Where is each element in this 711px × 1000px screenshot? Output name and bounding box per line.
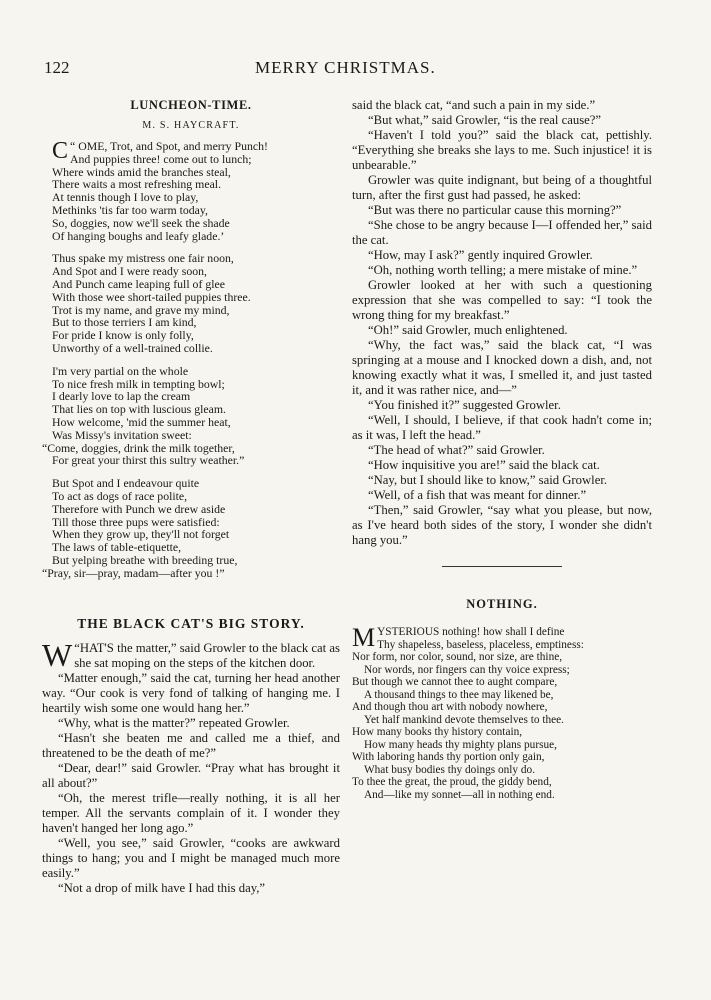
left-column	[42, 98, 340, 896]
story-paragraph: “Oh, the merest trifle—really nothing, it is all her temper. All the servants complain of it. I wonder they haven't hanged her long ago.”	[42, 790, 340, 835]
verse-line: And puppies three! come out to lunch;	[70, 151, 252, 166]
verse-line: And—like my sonnet—all in nothing end.	[364, 788, 555, 801]
verse-line: I'm very partial on the whole	[52, 363, 189, 378]
story-paragraph: “Well, of a fish that was meant for dinner.”	[368, 488, 587, 502]
verse-line: At tennis though I love to play,	[52, 190, 199, 205]
verse-line: The laws of table-etiquette,	[52, 540, 182, 555]
story-paragraph: “Hasn't she beaten me and called me a thief, and threatened to be the death of me?”	[42, 730, 340, 760]
poem-title-nothing: NOTHING.	[466, 597, 538, 611]
verse-line: What busy bodies thy doings only do.	[364, 763, 536, 776]
verse-line: Unworthy of a well-trained collie.	[52, 340, 213, 355]
verse-line: Nor form, nor color, sound, nor size, are thine,	[352, 651, 563, 663]
verse-line: MYSTERIOUS nothing! how shall I define	[352, 623, 565, 652]
verse-line: To thee the great, the proud, the giddy bend,	[352, 776, 552, 788]
poem-dropcap: C	[52, 138, 69, 164]
story-paragraph: Growler was quite indignant, but being of a thoughtful turn, after the first gust had passed, he asked:	[352, 173, 652, 202]
stanza-3	[42, 365, 340, 467]
story-paragraph: Growler looked at her with such a questioning expression that she was compelled to say: “I took the wrong thing for my breakfast.”	[352, 278, 652, 322]
verse-line: But Spot and I endeavour quite	[52, 476, 200, 491]
verse-line: Nor words, nor fingers can thy voice express;	[364, 663, 570, 676]
running-title: MERRY CHRISTMAS.	[255, 58, 436, 77]
verse-line: With those wee short-tailed puppies three.	[52, 289, 251, 304]
verse-line: And Spot and I were ready soon,	[52, 264, 207, 279]
story-paragraph: “Not a drop of milk have I had this day,”	[58, 880, 266, 895]
verse-line: Thy shapeless, baseless, placeless, emptiness:	[377, 638, 584, 651]
verse-line: That lies on top with luscious gleam.	[52, 402, 226, 417]
verse-line: “Come, doggies, drink the milk together,	[42, 440, 235, 455]
verse-line: Methinks 'tis far too warm today,	[52, 202, 209, 217]
verse-line: C “ OME, Trot, and Spot, and merry Punch!	[52, 138, 268, 164]
story-paragraph: “She chose to be angry because I—I offended her,” said the cat.	[352, 218, 652, 247]
verse-line: Therefore with Punch we drew aside	[52, 501, 226, 516]
verse-line: Yet half mankind devote themselves to thee.	[364, 713, 564, 726]
verse-line: But to those terriers I am kind,	[52, 315, 197, 330]
verse-line: With laboring hands thy portion only gain,	[352, 751, 545, 763]
story-paragraph: “How inquisitive you are!” said the black cat.	[368, 458, 600, 472]
page-number: 122	[44, 58, 70, 77]
right-column	[352, 98, 652, 801]
stanza-4	[42, 477, 340, 579]
verse-line: Of hanging boughs and leafy glade.’	[52, 228, 225, 243]
nothing-poem	[352, 623, 652, 801]
story-paragraph: “But what,” said Growler, “is the real cause?”	[368, 113, 602, 127]
verse-line: Was Missy's invitation sweet:	[52, 427, 192, 442]
nothing-dropcap: M	[352, 623, 376, 652]
story-paragraph: “Then,” said Growler, “say what you please, but now, as I've heard both sides of the story, I wonder she didn't hang you.”	[352, 503, 652, 547]
story-paragraph: “Nay, but I should like to know,” said Growler.	[368, 473, 608, 487]
verse-line: So, doggies, now we'll seek the shade	[52, 215, 230, 230]
story-paragraph: “The head of what?” said Growler.	[368, 443, 545, 457]
poem-author: M. S. HAYCRAFT.	[142, 120, 240, 131]
story-paragraph: “ W HAT'S the matter,” said Growler to the black cat as she sat moping on the steps of the kitchen door.	[42, 636, 340, 673]
story-dropcap: W	[42, 636, 73, 673]
verse-line: To act as dogs of race polite,	[52, 488, 188, 503]
verse-line: Trot is my name, and grave my mind,	[52, 302, 230, 317]
verse-line: How many books thy history contain,	[352, 726, 523, 738]
verse-line: To nice fresh milk in tempting bowl;	[52, 376, 225, 391]
verse-line: And though thou art with nobody nowhere,	[352, 701, 548, 713]
story-paragraph: “Why, what is the matter?” repeated Growler.	[58, 715, 290, 730]
story-paragraph: “But was there no particular cause this morning?”	[368, 203, 622, 217]
verse-line: For pride I know is only folly,	[52, 328, 194, 343]
verse-line: I dearly love to lap the cream	[52, 389, 191, 404]
verse-line: Thus spake my mistress one fair noon,	[52, 251, 234, 266]
story-title: THE BLACK CAT'S BIG STORY.	[77, 615, 305, 631]
poem-title-luncheon: LUNCHEON-TIME.	[130, 98, 252, 112]
page-header	[0, 58, 711, 86]
verse-line: How welcome, 'mid the summer heat,	[52, 414, 231, 429]
section-divider	[442, 566, 562, 567]
verse-line: And Punch came leaping full of glee	[52, 276, 225, 291]
verse-line: When they grow up, they'll not forget	[52, 527, 230, 542]
story-paragraph: said the black cat, “and such a pain in my side.”	[352, 98, 596, 112]
story-paragraph: “Oh!” said Growler, much enlightened.	[368, 323, 568, 337]
story-paragraph: “Well, you see,” said Growler, “cooks are awkward things to hang; you and I might be managed much more easily.”	[42, 835, 340, 880]
verse-line: Where winds amid the branches steal,	[52, 164, 231, 179]
story-paragraph: “You finished it?” suggested Growler.	[368, 398, 561, 412]
stanza-1	[42, 140, 340, 242]
story-paragraph: “Matter enough,” said the cat, turning her head another way. “Our cook is very fond of talking of hanging me. I heartily wish some one would hang her.”	[42, 670, 340, 715]
story-paragraph: “Why, the fact was,” said the black cat, “I was springing at a mouse and I knocked down a dish, and, not knowing exactly what it was, I smelled it, and just tasted it, and it was rather nice, and—”	[352, 338, 652, 397]
story-paragraph: “How, may I ask?” gently inquired Growler.	[368, 248, 593, 262]
verse-line: How many heads thy mighty plans pursue,	[364, 738, 557, 751]
story-paragraph: “Well, I should, I believe, if that cook hadn't come in; as it was, I left the head.”	[352, 413, 652, 442]
story-paragraph: “Haven't I told you?” said the black cat, pettishly. “Everything she breaks she lays to me. Such injustice! it is unbearable.”	[352, 128, 652, 172]
stanza-2	[42, 252, 340, 354]
verse-line: For great your thirst this sultry weather.”	[52, 453, 245, 468]
verse-line: There waits a most refreshing meal.	[52, 177, 222, 192]
verse-line: But though we cannot thee to aught compare,	[352, 676, 558, 688]
verse-line: Till those three pups were satisfied:	[52, 514, 220, 529]
story-paragraph: “Oh, nothing worth telling; a mere mistake of mine.”	[368, 263, 638, 277]
verse-line: But yelping breathe with breeding true,	[52, 552, 238, 567]
verse-line: “Pray, sir—pray, madam—after you !”	[42, 565, 225, 580]
story-paragraph: “Dear, dear!” said Growler. “Pray what has brought it all about?”	[42, 760, 340, 790]
verse-line: A thousand things to thee may likened be,	[364, 688, 554, 701]
